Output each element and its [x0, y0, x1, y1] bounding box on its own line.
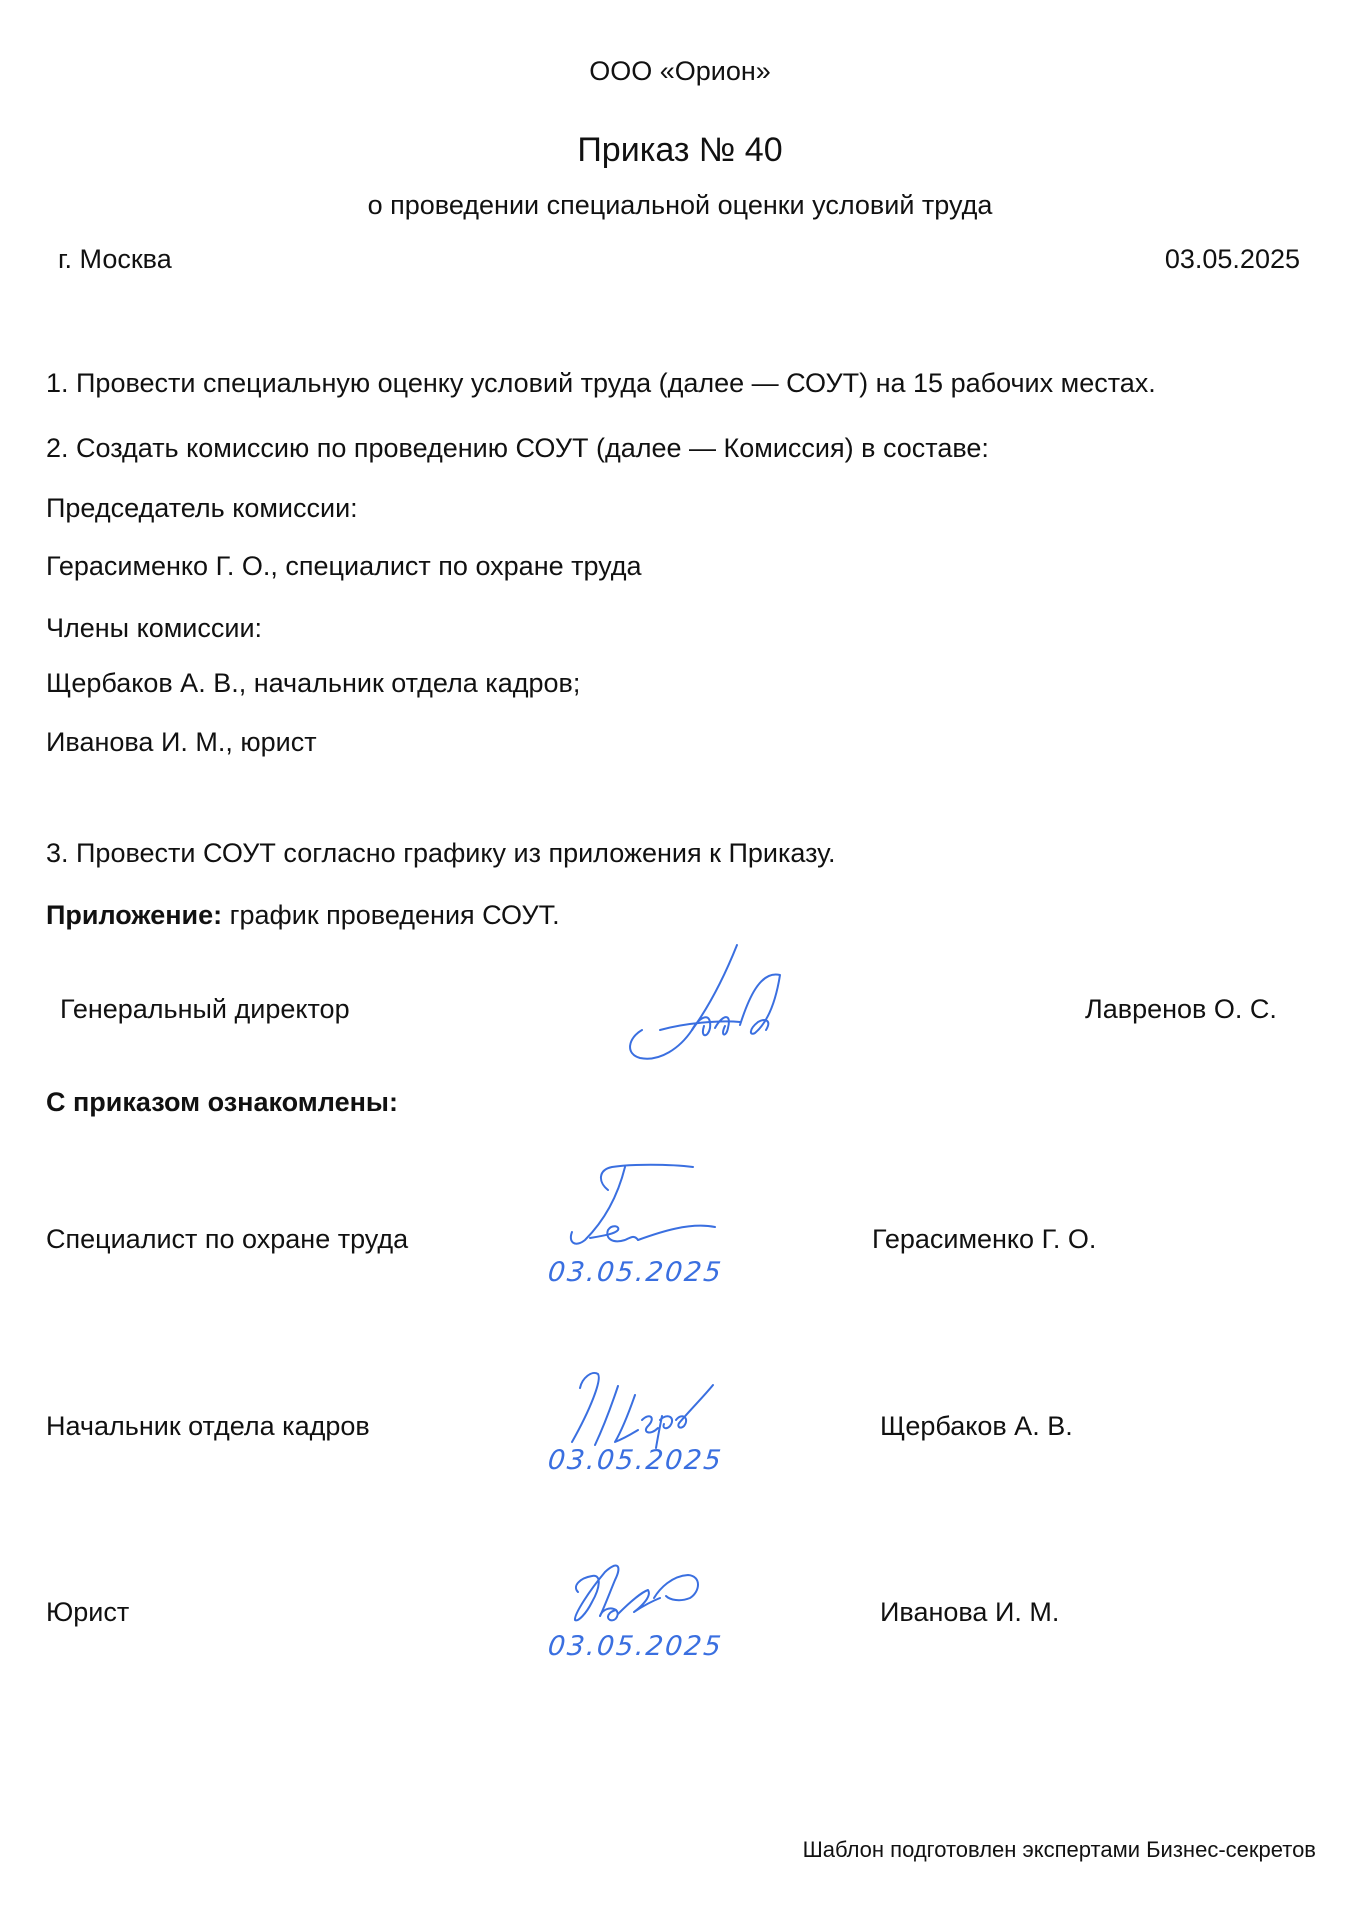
signature-ivanova: [530, 1550, 750, 1640]
ack-name-2: Щербаков А. В.: [880, 1411, 1073, 1441]
director-name: Лавренов О. С.: [1085, 994, 1277, 1024]
member-1: Щербаков А. В., начальник отдела кадров;: [46, 668, 581, 698]
appendix: [46, 898, 560, 932]
director-position: Генеральный директор: [60, 994, 350, 1024]
ack-position-3: Юрист: [46, 1597, 130, 1627]
appendix-label: Приложение:: [46, 900, 223, 930]
ack-date-3: 03.05.2025: [546, 1631, 725, 1662]
ack-name-3: Иванова И. М.: [880, 1597, 1060, 1627]
ack-position-2: Начальник отдела кадров: [46, 1411, 370, 1441]
director-signature: [600, 930, 820, 1070]
ack-date-1: 03.05.2025: [546, 1257, 725, 1288]
acknowledged-heading: С приказом ознакомлены:: [46, 1087, 398, 1117]
item-2: 2. Создать комиссию по проведению СОУТ (далее — Комиссия) в составе:: [46, 433, 989, 463]
chair: Герасименко Г. О., специалист по охране труда: [46, 551, 642, 581]
chair-label: Председатель комиссии:: [46, 493, 358, 523]
ack-date-2: 03.05.2025: [546, 1445, 725, 1476]
item-3: 3. Провести СОУТ согласно графику из приложения к Приказу.: [46, 838, 836, 868]
company-name: ООО «Орион»: [589, 56, 771, 86]
appendix-text: график проведения СОУТ.: [222, 900, 560, 930]
order-title: Приказ № 40: [577, 131, 783, 169]
member-2: Иванова И. М., юрист: [46, 727, 317, 757]
city: г. Москва: [58, 244, 172, 274]
template-credit: Шаблон подготовлен экспертами Бизнес-секретов: [802, 1837, 1316, 1862]
order-subtitle: о проведении специальной оценки условий труда: [367, 190, 993, 220]
item-1: 1. Провести специальную оценку условий труда (далее — СОУТ) на 15 рабочих местах.: [46, 368, 1156, 398]
order-date: 03.05.2025: [1164, 244, 1300, 274]
signature-gerasimenko: [530, 1150, 750, 1260]
ack-name-1: Герасименко Г. О.: [872, 1224, 1097, 1254]
ack-position-1: Специалист по охране труда: [46, 1224, 409, 1254]
members-label: Члены комиссии:: [46, 613, 263, 643]
